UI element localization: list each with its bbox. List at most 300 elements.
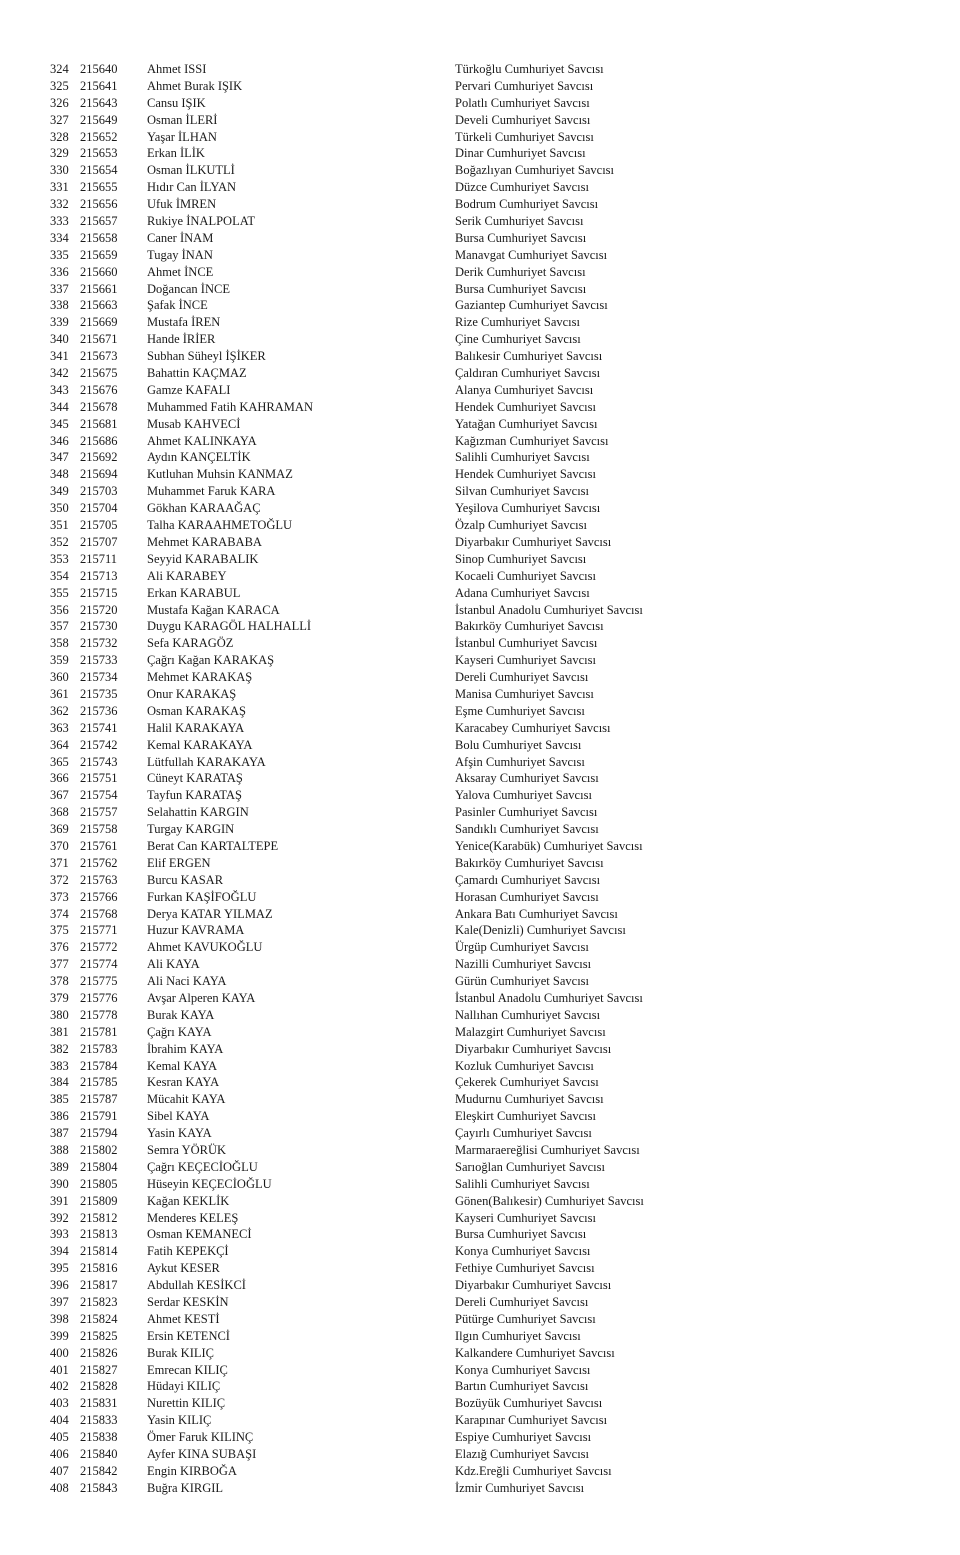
table-row [0,1260,960,1277]
person-name: Ömer Faruk KILINÇ [147,1430,254,1445]
table-row [0,669,960,686]
person-name: Çağrı Kağan KARAKAŞ [147,653,275,668]
person-name: Cüneyt KARATAŞ [147,771,243,786]
table-row [0,1311,960,1328]
row-number: 385 [50,1092,69,1107]
table-row [0,804,960,821]
row-number: 348 [50,467,69,482]
person-name: Ahmet İNCE [147,264,214,279]
person-name: Berat Can KARTALTEPE [147,838,279,853]
registry-number: 215676 [80,382,118,397]
registry-number: 215774 [80,957,118,972]
table-row [0,1463,960,1480]
appointment-title: Sandıklı Cumhuriyet Savcısı [455,822,599,837]
registry-number: 215813 [80,1227,118,1242]
appointment-title: Dereli Cumhuriyet Savcısı [455,1295,589,1310]
person-name: Sibel KAYA [147,1109,210,1124]
row-number: 403 [50,1396,69,1411]
person-name: Muhammet Faruk KARA [147,484,276,499]
row-number: 355 [50,585,69,600]
person-name: Ahmet KALINKAYA [147,433,257,448]
row-number: 344 [50,399,69,414]
person-name: Muhammed Fatih KAHRAMAN [147,399,313,414]
appointment-title: Bodrum Cumhuriyet Savcısı [455,197,599,212]
registry-number: 215831 [80,1396,118,1411]
person-name: Mehmet KARAKAŞ [147,670,253,685]
appointment-title: Malazgirt Cumhuriyet Savcısı [455,1024,606,1039]
table-row [0,365,960,382]
appointment-title: Diyarbakır Cumhuriyet Savcısı [455,534,612,549]
table-row [0,145,960,162]
registry-number: 215827 [80,1362,118,1377]
person-name: Serdar KESKİN [147,1295,229,1310]
person-name: Osman KARAKAŞ [147,703,246,718]
appointment-title: Ürgüp Cumhuriyet Savcısı [455,940,589,955]
registry-number: 215732 [80,636,118,651]
registry-number: 215641 [80,78,118,93]
appointment-title: Espiye Cumhuriyet Savcısı [455,1430,592,1445]
person-name: Osman İLKUTLİ [147,163,235,178]
appointment-title: Marmaraereğlisi Cumhuriyet Savcısı [455,1143,640,1157]
appointment-title: Nallıhan Cumhuriyet Savcısı [455,1007,601,1022]
appointment-title: Gürün Cumhuriyet Savcısı [455,974,590,989]
person-name: Avşar Alperen KAYA [147,990,256,1005]
row-number: 368 [50,805,69,820]
appointment-title: Kağızman Cumhuriyet Savcısı [455,433,609,448]
table-row [0,737,960,754]
person-name: Ahmet ISSI [147,62,207,76]
registry-number: 215761 [80,838,118,853]
registry-number: 215686 [80,433,118,448]
table-row [0,939,960,956]
table-row [0,1074,960,1091]
appointment-list [0,61,960,1497]
row-number: 353 [50,551,69,566]
appointment-title: Boğazlıyan Cumhuriyet Savcısı [455,163,615,178]
row-number: 354 [50,568,69,583]
person-name: Engin KIRBOĞA [147,1463,237,1478]
appointment-title: Bursa Cumhuriyet Savcısı [455,281,587,296]
registry-number: 215823 [80,1295,118,1310]
person-name: Elif ERGEN [147,855,211,870]
row-number: 391 [50,1193,69,1208]
row-number: 404 [50,1413,69,1428]
registry-number: 215843 [80,1480,118,1495]
row-number: 359 [50,653,69,668]
registry-number: 215640 [80,62,118,76]
person-name: Kağan KEKLİK [147,1193,230,1208]
table-row [0,1345,960,1362]
row-number: 330 [50,163,69,178]
appointment-title: Nazilli Cumhuriyet Savcısı [455,957,592,972]
person-name: Nurettin KILIÇ [147,1396,226,1411]
row-number: 358 [50,636,69,651]
registry-number: 215762 [80,855,118,870]
appointment-title: Fethiye Cumhuriyet Savcısı [455,1261,595,1276]
appointment-title: Kalkandere Cumhuriyet Savcısı [455,1345,615,1360]
row-number: 401 [50,1362,69,1377]
person-name: Yasin KILIÇ [147,1413,212,1428]
appointment-title: Dinar Cumhuriyet Savcısı [455,146,586,161]
registry-number: 215661 [80,281,118,296]
person-name: Yasin KAYA [147,1126,212,1141]
row-number: 346 [50,433,69,448]
table-row [0,889,960,906]
appointment-title: Karapınar Cumhuriyet Savcısı [455,1413,608,1428]
appointment-title: Kozluk Cumhuriyet Savcısı [455,1058,594,1073]
person-name: Hande İRİER [147,332,216,347]
appointment-title: Bursa Cumhuriyet Savcısı [455,1227,587,1242]
row-number: 395 [50,1261,69,1276]
appointment-title: İstanbul Anadolu Cumhuriyet Savcısı [455,602,643,617]
registry-number: 215758 [80,822,118,837]
registry-number: 215751 [80,771,118,786]
registry-number: 215826 [80,1345,118,1360]
registry-number: 215817 [80,1278,118,1293]
table-row [0,129,960,146]
appointment-title: Çayırlı Cumhuriyet Savcısı [455,1126,592,1141]
row-number: 387 [50,1126,69,1141]
row-number: 340 [50,332,69,347]
table-row [0,1480,960,1497]
person-name: Subhan Süheyl İŞİKER [147,349,266,364]
table-row [0,1193,960,1210]
table-row [0,1243,960,1260]
person-name: Osman KEMANECİ [147,1227,252,1242]
table-row [0,264,960,281]
person-name: Turgay KARGIN [147,822,235,837]
appointment-title: Yalova Cumhuriyet Savcısı [455,788,592,803]
registry-number: 215842 [80,1463,118,1478]
row-number: 377 [50,957,69,972]
row-number: 374 [50,906,69,921]
table-row [0,787,960,804]
person-name: Aydın KANÇELTİK [147,450,251,465]
appointment-title: İstanbul Anadolu Cumhuriyet Savcısı [455,990,643,1005]
appointment-title: Aksaray Cumhuriyet Savcısı [455,771,599,786]
registry-number: 215678 [80,399,118,414]
registry-number: 215775 [80,974,118,989]
appointment-title: Polatlı Cumhuriyet Savcısı [455,95,590,110]
registry-number: 215669 [80,315,118,330]
registry-number: 215787 [80,1092,118,1107]
person-name: Kesran KAYA [147,1075,220,1090]
table-row [0,399,960,416]
row-number: 405 [50,1430,69,1445]
person-name: Rukiye İNALPOLAT [147,214,255,229]
appointment-title: Bakırköy Cumhuriyet Savcısı [455,855,604,870]
person-name: Ersin KETENCİ [147,1328,230,1343]
person-name: Fatih KEPEKÇİ [147,1244,229,1259]
row-number: 375 [50,923,69,938]
registry-number: 215791 [80,1109,118,1124]
row-number: 327 [50,112,69,127]
table-row [0,1159,960,1176]
registry-number: 215707 [80,534,118,549]
registry-number: 215768 [80,906,118,921]
registry-number: 215704 [80,501,118,516]
table-row [0,517,960,534]
registry-number: 215658 [80,230,118,245]
appointment-title: Kale(Denizli) Cumhuriyet Savcısı [455,923,626,938]
row-number: 393 [50,1227,69,1242]
appointment-title: Balıkesir Cumhuriyet Savcısı [455,349,603,364]
registry-number: 215675 [80,366,118,381]
table-row [0,754,960,771]
person-name: Derya KATAR YILMAZ [147,906,273,921]
appointment-title: Eşme Cumhuriyet Savcısı [455,703,585,718]
row-number: 366 [50,771,69,786]
appointment-title: Pasinler Cumhuriyet Savcısı [455,805,598,820]
row-number: 326 [50,95,69,110]
row-number: 332 [50,197,69,212]
person-name: Emrecan KILIÇ [147,1362,228,1377]
table-row [0,1041,960,1058]
appointment-title: İstanbul Cumhuriyet Savcısı [455,636,598,651]
person-name: Bahattin KAÇMAZ [147,366,247,381]
table-row [0,872,960,889]
table-row [0,1277,960,1294]
person-name: Burak KAYA [147,1007,215,1022]
appointment-title: Salihli Cumhuriyet Savcısı [455,450,590,465]
row-number: 373 [50,889,69,904]
appointment-title: Konya Cumhuriyet Savcısı [455,1362,591,1377]
table-row [0,973,960,990]
row-number: 388 [50,1143,69,1157]
row-number: 335 [50,247,69,262]
registry-number: 215703 [80,484,118,499]
row-number: 345 [50,416,69,431]
table-row [0,585,960,602]
row-number: 357 [50,619,69,634]
table-row [0,770,960,787]
appointment-title: Manisa Cumhuriyet Savcısı [455,686,594,701]
person-name: Gamze KAFALI [147,382,231,397]
appointment-title: Konya Cumhuriyet Savcısı [455,1244,591,1259]
appointment-title: Hendek Cumhuriyet Savcısı [455,467,596,482]
registry-number: 215671 [80,332,118,347]
person-name: Burcu KASAR [147,872,224,887]
person-name: Buğra KIRGIL [147,1480,224,1495]
row-number: 381 [50,1024,69,1039]
person-name: Ahmet Burak IŞIK [147,78,243,93]
registry-number: 215730 [80,619,118,634]
table-row [0,1412,960,1429]
appointment-title: Yatağan Cumhuriyet Savcısı [455,416,598,431]
row-number: 347 [50,450,69,465]
registry-number: 215781 [80,1024,118,1039]
row-number: 364 [50,737,69,752]
person-name: Halil KARAKAYA [147,720,245,735]
person-name: Mustafa Kağan KARACA [147,602,280,617]
registry-number: 215802 [80,1143,118,1157]
row-number: 356 [50,602,69,617]
appointment-title: Yeşilova Cumhuriyet Savcısı [455,501,601,516]
appointment-title: Bakırköy Cumhuriyet Savcısı [455,619,604,634]
appointment-title: Çekerek Cumhuriyet Savcısı [455,1075,599,1090]
table-row [0,1362,960,1379]
appointment-title: Silvan Cumhuriyet Savcısı [455,484,590,499]
row-number: 325 [50,78,69,93]
appointment-title: Çamardı Cumhuriyet Savcısı [455,872,601,887]
appointment-title: Diyarbakır Cumhuriyet Savcısı [455,1041,612,1056]
registry-number: 215772 [80,940,118,955]
person-name: Tayfun KARATAŞ [147,788,242,803]
row-number: 331 [50,180,69,195]
person-name: Şafak İNCE [147,298,208,313]
person-name: Yaşar İLHAN [147,129,217,144]
person-name: Selahattin KARGIN [147,805,249,820]
registry-number: 215720 [80,602,118,617]
row-number: 369 [50,822,69,837]
registry-number: 215754 [80,788,118,803]
row-number: 328 [50,129,69,144]
appointment-title: Kayseri Cumhuriyet Savcısı [455,1210,596,1225]
person-name: Huzur KAVRAMA [147,923,245,938]
person-name: Duygu KARAGÖL HALHALLİ [147,619,312,634]
appointment-title: Ilgın Cumhuriyet Savcısı [455,1328,581,1343]
row-number: 396 [50,1278,69,1293]
table-row [0,348,960,365]
person-name: Ali KARABEY [147,568,227,583]
registry-number: 215784 [80,1058,118,1073]
appointment-title: Manavgat Cumhuriyet Savcısı [455,247,608,262]
row-number: 339 [50,315,69,330]
person-name: Cansu IŞIK [147,95,206,110]
appointment-title: Ankara Batı Cumhuriyet Savcısı [455,906,618,921]
appointment-title: Bolu Cumhuriyet Savcısı [455,737,582,752]
row-number: 378 [50,974,69,989]
appointment-title: Elazığ Cumhuriyet Savcısı [455,1447,590,1462]
row-number: 367 [50,788,69,803]
appointment-title: Alanya Cumhuriyet Savcısı [455,382,594,397]
registry-number: 215833 [80,1413,118,1428]
appointment-title: Serik Cumhuriyet Savcısı [455,214,584,229]
row-number: 407 [50,1463,69,1478]
registry-number: 215660 [80,264,118,279]
person-name: Onur KARAKAŞ [147,686,237,701]
person-name: Mehmet KARABABA [147,534,262,549]
table-row [0,1176,960,1193]
person-name: İbrahim KAYA [147,1041,224,1056]
registry-number: 215705 [80,518,118,533]
registry-number: 215757 [80,805,118,820]
person-name: Kemal KARAKAYA [147,737,253,752]
appointment-title: Çaldıran Cumhuriyet Savcısı [455,366,601,381]
row-number: 338 [50,298,69,313]
person-name: Musab KAHVECİ [147,416,241,431]
table-row [0,1226,960,1243]
table-row [0,686,960,703]
appointment-title: Afşin Cumhuriyet Savcısı [455,754,585,769]
registry-number: 215778 [80,1007,118,1022]
row-number: 399 [50,1328,69,1343]
table-row [0,1446,960,1463]
registry-number: 215653 [80,146,118,161]
appointment-title: Düzce Cumhuriyet Savcısı [455,180,589,195]
table-row [0,500,960,517]
table-row [0,1395,960,1412]
appointment-title: Mudurnu Cumhuriyet Savcısı [455,1092,604,1107]
person-name: Caner İNAM [147,230,214,245]
registry-number: 215681 [80,416,118,431]
registry-number: 215812 [80,1210,118,1225]
person-name: Ayfer KINA SUBAŞI [147,1447,257,1462]
registry-number: 215783 [80,1041,118,1056]
row-number: 383 [50,1058,69,1073]
person-name: Hüdayi KILIÇ [147,1379,221,1394]
table-row [0,1210,960,1227]
table-row [0,568,960,585]
appointment-title: Hendek Cumhuriyet Savcısı [455,399,596,414]
registry-number: 215785 [80,1075,118,1090]
row-number: 390 [50,1176,69,1191]
person-name: Hüseyin KEÇECİOĞLU [147,1176,272,1191]
appointment-title: Kayseri Cumhuriyet Savcısı [455,653,596,668]
person-name: Lütfullah KARAKAYA [147,754,266,769]
table-row [0,534,960,551]
row-number: 324 [50,62,69,76]
row-number: 334 [50,230,69,245]
person-name: Semra YÖRÜK [147,1143,227,1157]
appointment-title: Kdz.Ereğli Cumhuriyet Savcısı [455,1463,612,1478]
row-number: 361 [50,686,69,701]
row-number: 372 [50,872,69,887]
table-row [0,314,960,331]
appointment-title: Bartın Cumhuriyet Savcısı [455,1379,589,1394]
table-row [0,483,960,500]
appointment-title: İzmir Cumhuriyet Savcısı [455,1480,585,1495]
registry-number: 215711 [80,551,118,566]
appointment-title: Gaziantep Cumhuriyet Savcısı [455,298,608,313]
table-row [0,382,960,399]
table-row [0,1125,960,1142]
row-number: 400 [50,1345,69,1360]
row-number: 382 [50,1041,69,1056]
person-name: Menderes KELEŞ [147,1210,239,1225]
table-row [0,720,960,737]
table-row [0,652,960,669]
person-name: Gökhan KARAAĞAÇ [147,501,261,516]
row-number: 363 [50,720,69,735]
person-name: Osman İLERİ [147,112,218,127]
appointment-title: Develi Cumhuriyet Savcısı [455,112,591,127]
row-number: 379 [50,990,69,1005]
person-name: Ahmet KAVUKOĞLU [147,940,263,955]
appointment-title: Pervari Cumhuriyet Savcısı [455,78,594,93]
appointment-title: Diyarbakır Cumhuriyet Savcısı [455,1278,612,1293]
appointment-title: Pütürge Cumhuriyet Savcısı [455,1311,596,1326]
registry-number: 215733 [80,653,118,668]
registry-number: 215804 [80,1159,118,1174]
appointment-title: Gönen(Balıkesir) Cumhuriyet Savcısı [455,1193,644,1208]
table-row [0,1058,960,1075]
appointment-title: Salihli Cumhuriyet Savcısı [455,1176,590,1191]
appointment-title: Dereli Cumhuriyet Savcısı [455,670,589,685]
row-number: 384 [50,1075,69,1090]
row-number: 365 [50,754,69,769]
appointment-title: Karacabey Cumhuriyet Savcısı [455,720,611,735]
table-row [0,855,960,872]
table-row [0,162,960,179]
table-row [0,416,960,433]
registry-number: 215713 [80,568,118,583]
table-row [0,1429,960,1446]
table-row [0,78,960,95]
table-row [0,838,960,855]
table-row [0,281,960,298]
registry-number: 215715 [80,585,118,600]
